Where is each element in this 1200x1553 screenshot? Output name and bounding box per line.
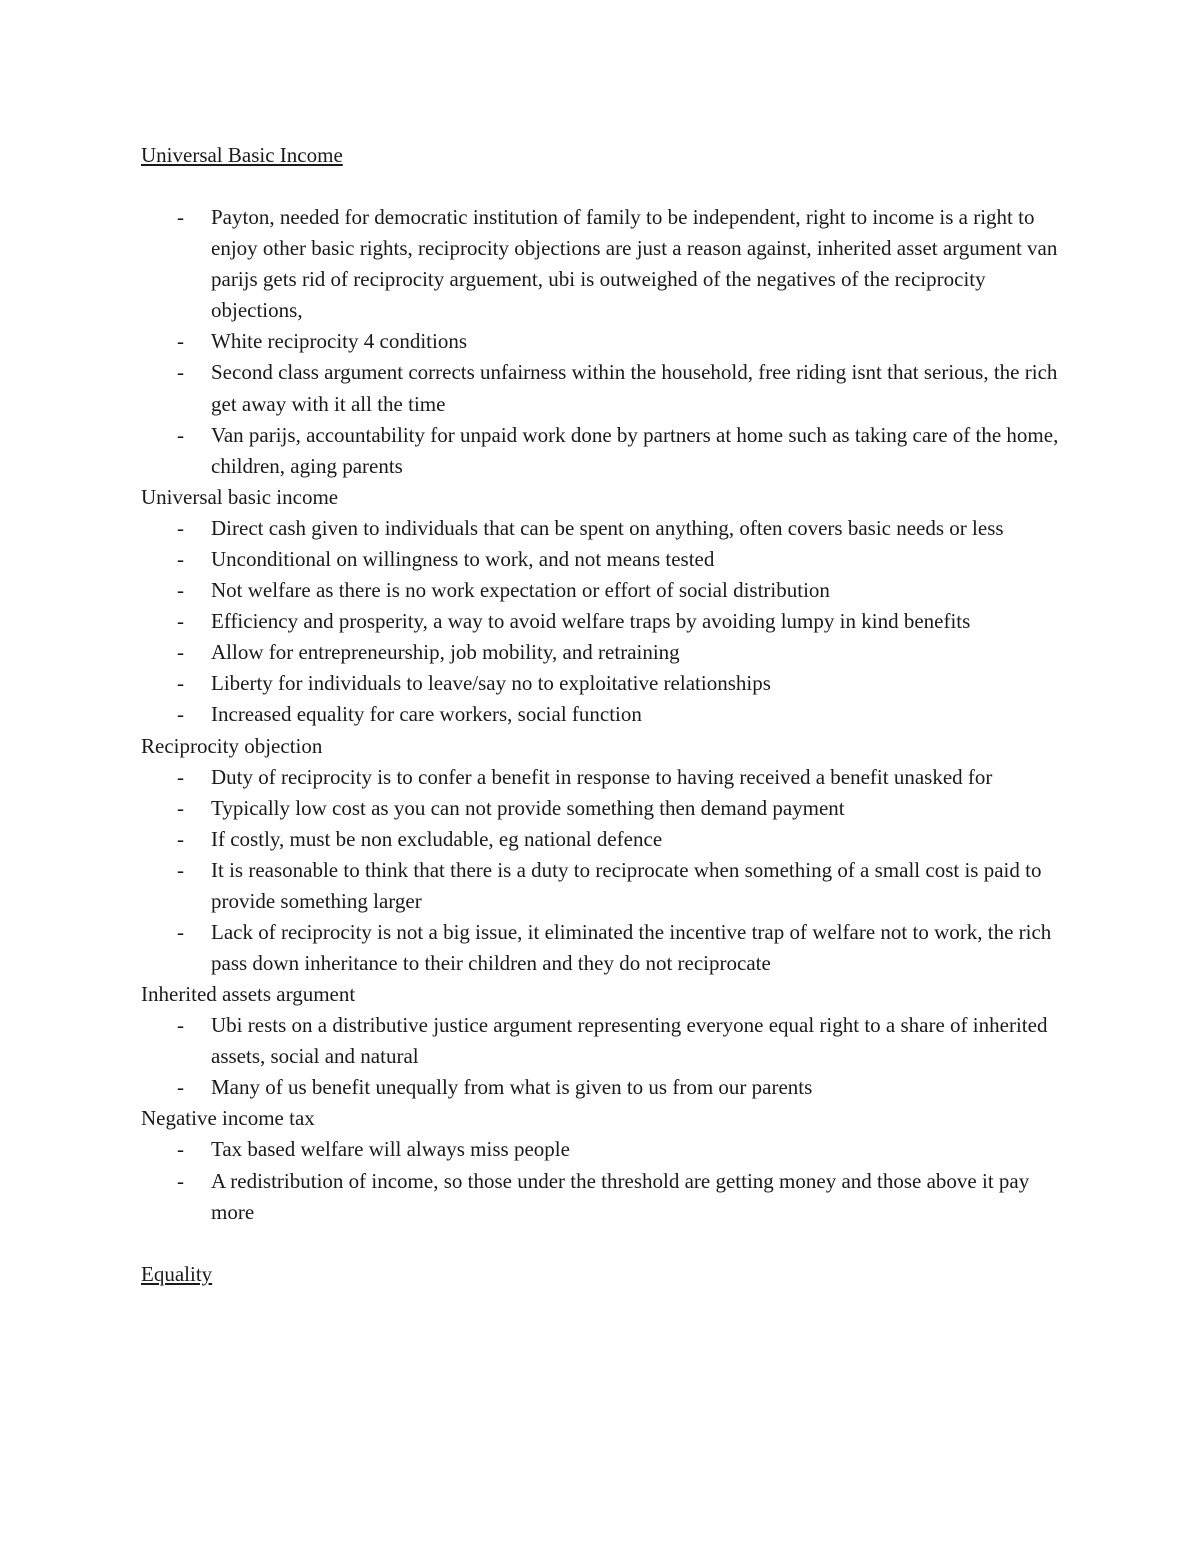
bullet-text: Second class argument corrects unfairness within the household, free riding isnt that serious, the rich get away with it all the time — [211, 360, 1058, 416]
intro-bullet-list — [141, 202, 1071, 482]
bullet-text: Tax based welfare will always miss people — [211, 1137, 570, 1162]
bullet-dash: - — [177, 919, 184, 944]
bullet-dash: - — [177, 546, 184, 571]
bullet-dash: - — [177, 857, 184, 882]
bullet-text: It is reasonable to think that there is a duty to reciprocate when something of a small cost is paid to provide something larger — [211, 857, 1042, 913]
bullet-text: Van parijs, accountability for unpaid work done by partners at home such as taking care of the home, children, aging parents — [211, 422, 1059, 478]
section-bullet-list — [141, 1010, 1071, 1103]
bullet-text: Payton, needed for democratic institution of family to be independent, right to income is a right to enjoy other basic rights, reciprocity objections are just a reason against, inherited asset argument van parijs gets rid of reciprocity arguement, ubi is outweighed of the negatives of the reciprocity objections, — [211, 205, 1058, 323]
section-bullet-list — [141, 762, 1071, 980]
bullet-text: Duty of reciprocity is to confer a benefit in response to having received a benefit unasked for — [211, 764, 993, 789]
bullet-text: Lack of reciprocity is not a big issue, it eliminated the incentive trap of welfare not to work, the rich pass down inheritance to their children and they do not reciprocate — [211, 919, 1052, 976]
document-title: Universal Basic Income — [141, 143, 343, 167]
bullet-text: Many of us benefit unequally from what is given to us from our parents — [211, 1075, 813, 1100]
section-bullet-list — [141, 513, 1071, 731]
bullet-item — [141, 357, 1071, 419]
bullet-dash: - — [177, 515, 184, 540]
bullet-item — [141, 668, 1071, 699]
bullet-dash: - — [177, 671, 184, 696]
bullet-item — [141, 202, 1071, 326]
bullet-item — [141, 824, 1071, 855]
bullet-text: Typically low cost as you can not provide something then demand payment — [211, 795, 845, 820]
bullet-text: Not welfare as there is no work expectation or effort of social distribution — [211, 578, 830, 603]
bullet-dash: - — [177, 422, 184, 447]
bullet-dash: - — [177, 609, 184, 634]
section-heading: Reciprocity objection — [141, 733, 323, 758]
section-heading: Inherited assets argument — [141, 982, 356, 1007]
next-section-title: Equality — [141, 1261, 213, 1286]
bullet-text: Allow for entrepreneurship, job mobility, and retraining — [211, 640, 680, 665]
bullet-text: Direct cash given to individuals that can be spent on anything, often covers basic needs or less — [211, 515, 1004, 540]
bullet-dash: - — [177, 702, 184, 727]
bullet-text: Liberty for individuals to leave/say no to exploitative relationships — [211, 671, 771, 696]
bullet-dash: - — [177, 1168, 184, 1193]
bullet-item — [141, 1134, 1071, 1165]
bullet-dash: - — [177, 578, 184, 603]
bullet-text: Efficiency and prosperity, a way to avoid welfare traps by avoiding lumpy in kind benefits — [211, 609, 971, 634]
bullet-dash: - — [177, 1075, 184, 1100]
bullet-dash: - — [177, 826, 184, 851]
section-heading: Negative income tax — [141, 1106, 315, 1131]
bullet-item — [141, 1010, 1071, 1072]
document-body — [141, 140, 1071, 1290]
bullet-item — [141, 575, 1071, 606]
bullet-dash: - — [177, 360, 184, 385]
bullet-dash: - — [177, 1013, 184, 1038]
bullet-text: A redistribution of income, so those under the threshold are getting money and those above it pay more — [211, 1168, 1030, 1224]
bullet-dash: - — [177, 640, 184, 665]
bullet-item — [141, 420, 1071, 482]
bullet-text: Increased equality for care workers, social function — [211, 702, 642, 727]
bullet-item — [141, 793, 1071, 824]
bullet-dash: - — [177, 329, 184, 354]
bullet-item — [141, 699, 1071, 730]
bullet-text: White reciprocity 4 conditions — [211, 329, 468, 354]
bullet-item — [141, 762, 1071, 793]
bullet-item — [141, 855, 1071, 917]
bullet-item — [141, 1072, 1071, 1103]
bullet-dash: - — [177, 795, 184, 820]
bullet-item — [141, 637, 1071, 668]
bullet-dash: - — [177, 764, 184, 789]
bullet-dash: - — [177, 1137, 184, 1162]
bullet-dash: - — [177, 205, 184, 229]
bullet-item — [141, 513, 1071, 544]
blank-line — [141, 171, 1071, 202]
sections-container — [141, 482, 1071, 1228]
bullet-item — [141, 1166, 1071, 1228]
bullet-text: If costly, must be non excludable, eg national defence — [211, 826, 663, 851]
bullet-item — [141, 917, 1071, 979]
bullet-item — [141, 606, 1071, 637]
bullet-text: Unconditional on willingness to work, and not means tested — [211, 546, 715, 571]
bullet-item — [141, 326, 1071, 357]
bullet-text: Ubi rests on a distributive justice argument representing everyone equal right to a share of inherited assets, social and natural — [211, 1013, 1048, 1069]
bullet-item — [141, 544, 1071, 575]
section-heading: Universal basic income — [141, 484, 339, 509]
section-bullet-list — [141, 1134, 1071, 1227]
